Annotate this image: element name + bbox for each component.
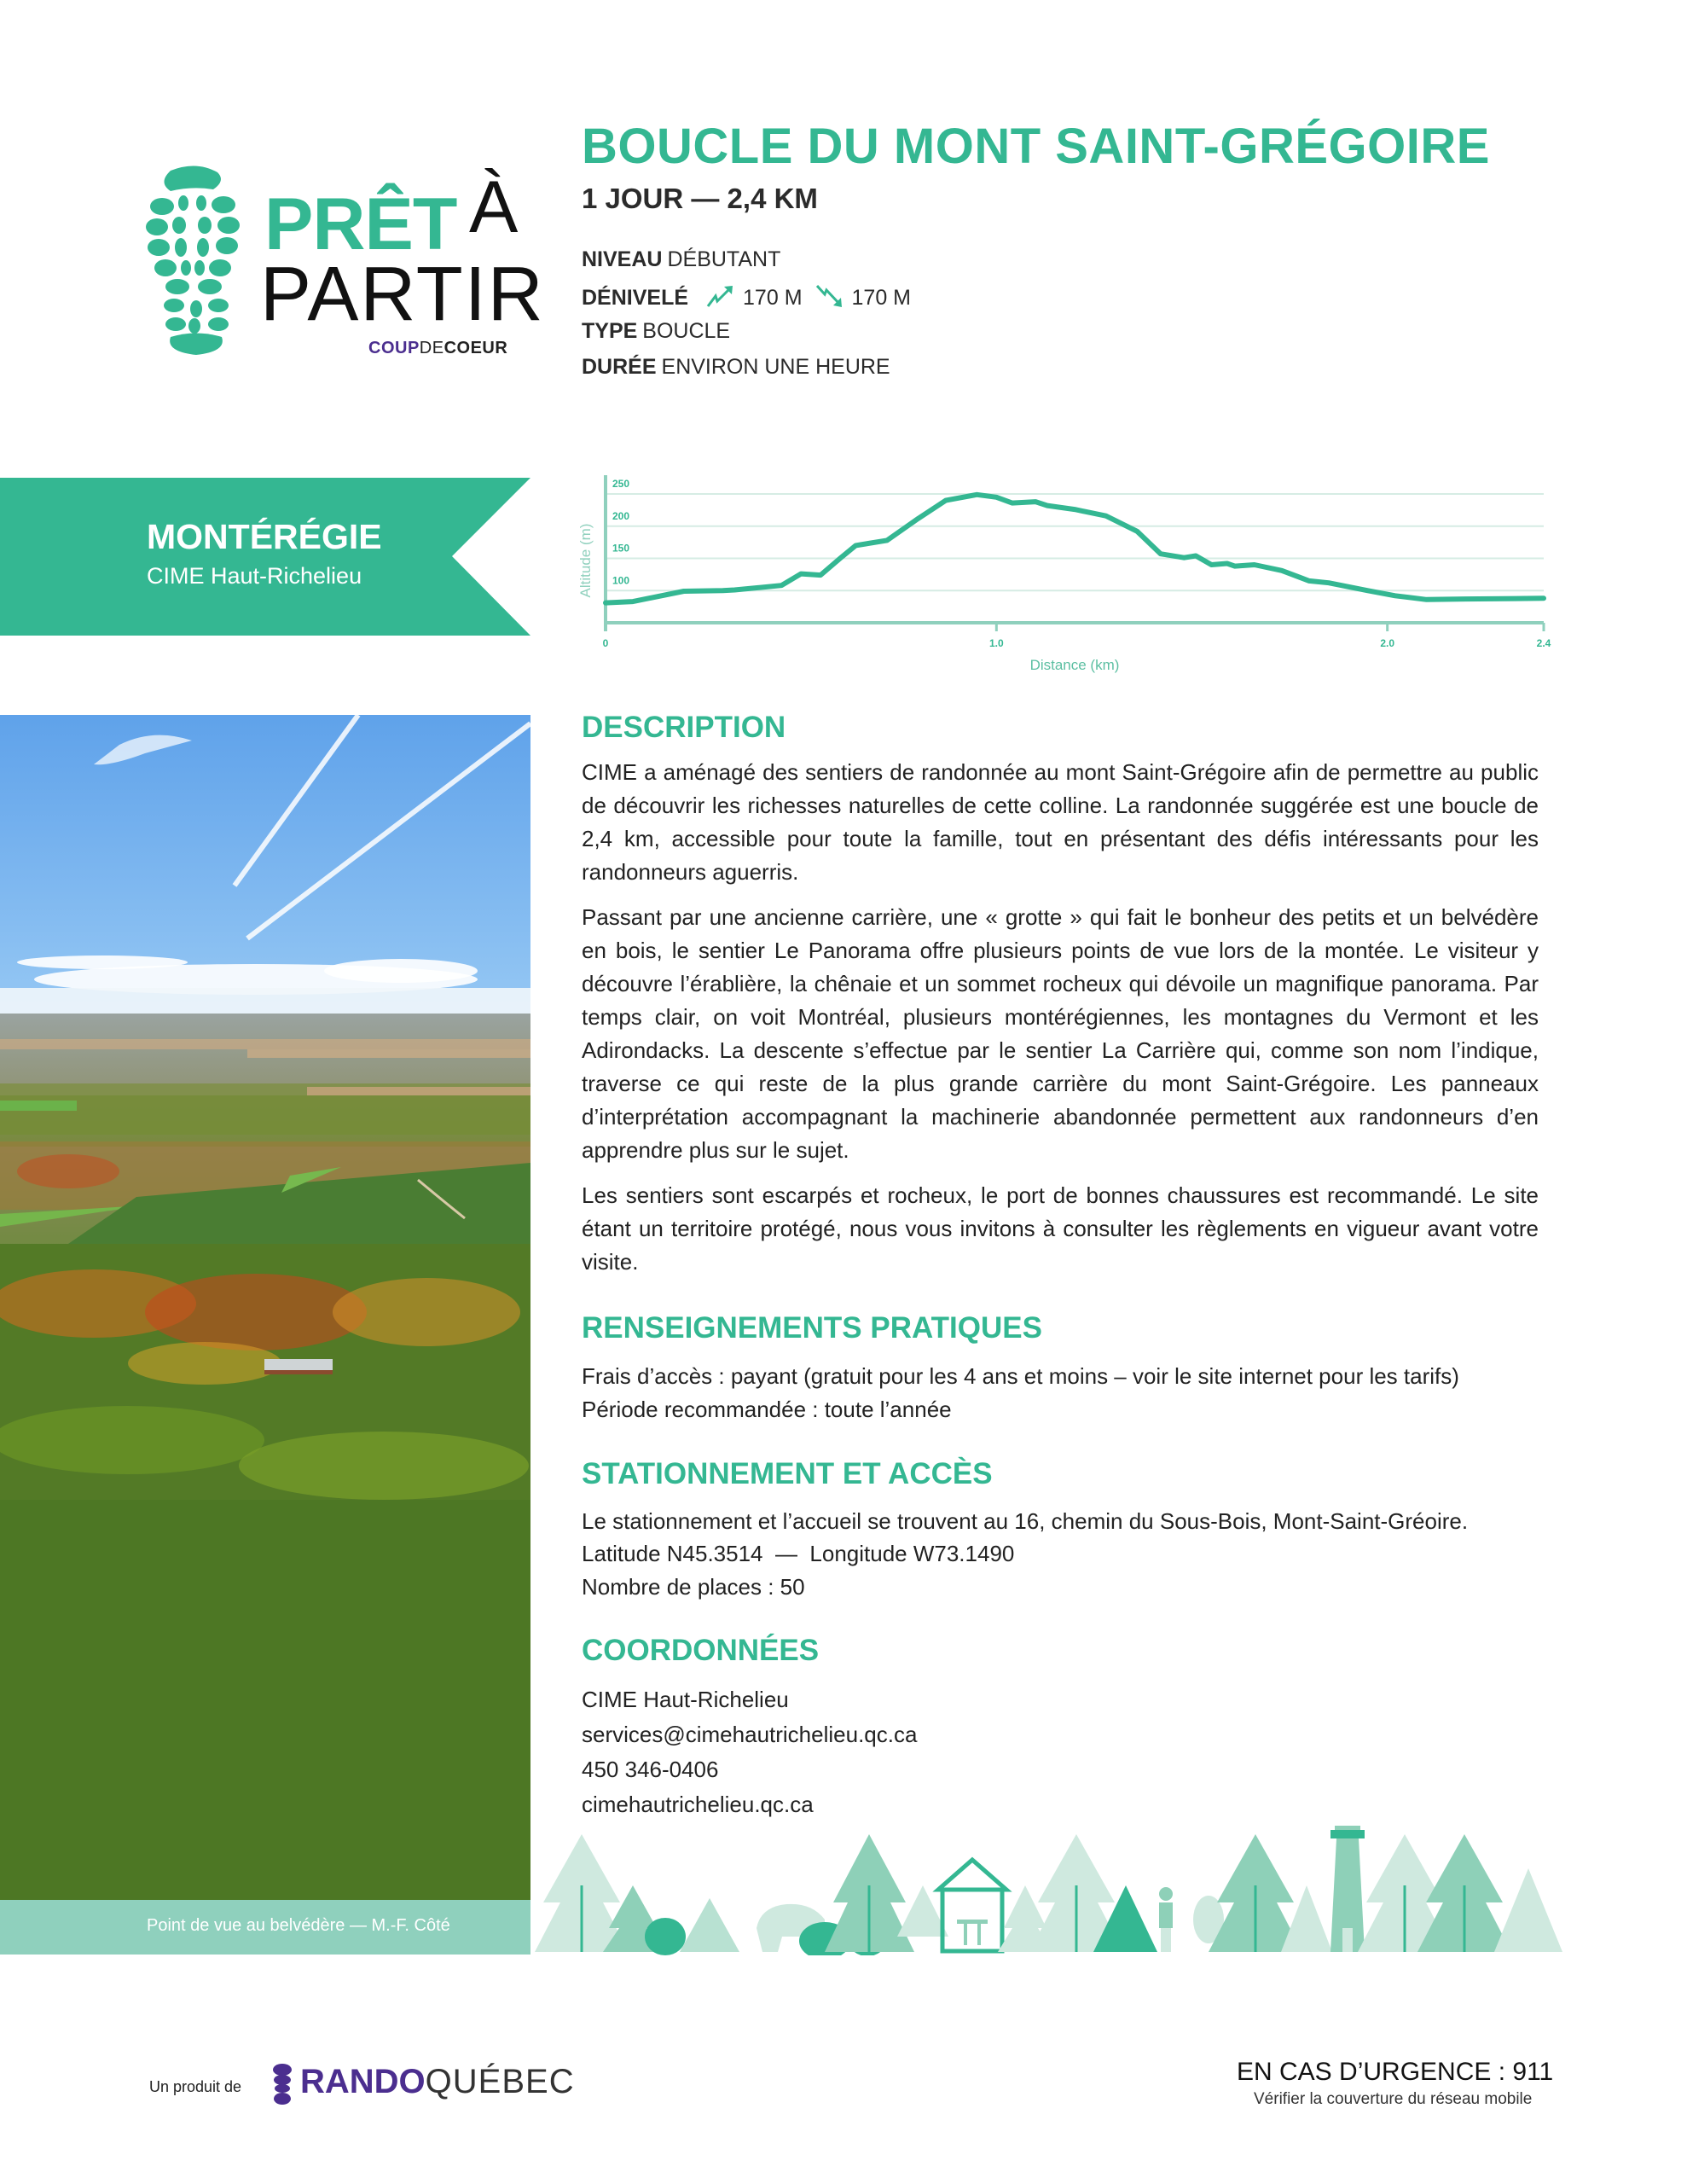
boot-print-icon [145,162,256,358]
logo-word-partir: PARTIR [260,252,545,337]
description-paragraph-1: CIME a aménagé des sentiers de randonnée au mont Saint-Grégoire afin de permettre au public de découvrir les richesses naturelles de cette colline. La randonnée suggérée est une boucle de 2,4 km, accessible pour toute la famille, tout en présentant des défis intéressants pour les randonneurs aguerris. [582,759,1539,885]
description-paragraph-3: Les sentiers sont escarpés et rocheux, le port de bonnes chaussures est recommandé. Le site étant un territoire protégé, nous vous invitons à consulter les règlements en vigueur avant votre visite. [582,1182,1539,1275]
lighthouse-icon [1330,1826,1365,1952]
emergency-number: EN CAS D’URGENCE : 911 [1237,2058,1554,2086]
spec-denivele [582,283,911,315]
trail-title: BOUCLE DU MONT SAINT-GRÉGOIRE [582,119,1490,174]
spec-label: DURÉE [582,355,657,379]
logo-tag-coup: COUP [368,339,420,357]
produit-label: Un produit de [149,2078,242,2095]
trail-subtitle: 1 JOUR — 2,4 KM [582,183,818,214]
x-tick-label: 2.4 [1536,637,1551,649]
x-tick-labels [603,623,1551,649]
brand-rando: RANDO [300,2063,426,2100]
y-tick-label: 150 [612,542,630,555]
spec-duree [582,355,890,380]
y-axis-label: Altitude (m) [577,523,594,598]
spec-value-up: 170 M [743,286,803,311]
spec-value: ENVIRON UNE HEURE [661,355,890,379]
tree-icon [1417,1834,1511,1952]
region-name: MONTÉRÉGIE [147,517,382,556]
spec-value: DÉBUTANT [667,247,781,271]
rando-quebec-boot-icon [271,2063,293,2106]
contact-phone[interactable]: 450 346-0406 [582,1757,719,1782]
renseignements-heading: RENSEIGNEMENTS PRATIQUES [582,1311,1042,1345]
region-organization: CIME Haut-Richelieu [147,563,362,589]
x-tick-label: 2.0 [1380,637,1395,649]
elevation-up-icon [705,283,736,315]
tree-icon [535,1834,629,1952]
description-paragraph-2: Passant par une ancienne carrière, une « grotte » qui fait le bonheur des petits et un belvédère en bois, le sentier Le Panorama offre plusieurs points de vue lors de la montée. Le visiteur y découvre l’érablière, la chênaie et un sommet rocheux qui dévoile un magnifique panorama. Par temps clair, on voit Montréal, plusieurs montérégiennes, les montagnes du Vermont et les Adirondacks. La descente s’effectue par le sentier La Carrière qui, comme son nom l’indique, traverse ce qui reste de la plus grande carrière du mont Saint-Grégoire. Les panneaux d’interprétation accompagnant la machinerie abandonnée permettent aux randonneurs d’en apprendre plus sur le sujet. [582,904,1539,1163]
coordonnees-heading: COORDONNÉES [582,1634,820,1667]
photo-caption: Point de vue au belvédère — M.-F. Côté [147,1916,450,1935]
hiker-icon [1159,1887,1173,1952]
logo-tag-coeur: COEUR [443,339,508,357]
contact-website-link[interactable]: cimehautrichelieu.qc.ca [582,1792,814,1817]
y-tick-label: 200 [612,509,630,522]
stationnement-places: Nombre de places : 50 [582,1574,805,1600]
forest-illustration [530,1826,1571,1955]
renseignement-periode: Période recommandée : toute l’année [582,1397,952,1422]
y-tick-label: 100 [612,574,630,587]
stationnement-adresse: Le stationnement et l’accueil se trouvent au 16, chemin du Sous-Bois, Mont-Saint-Gréoire. [582,1508,1469,1534]
tree-icon [1494,1868,1562,1952]
chart-axes [606,475,1544,631]
rando-quebec-logo [300,2065,575,2099]
spec-value-down: 170 M [851,286,911,311]
contact-email-link[interactable]: services@cimehautrichelieu.qc.ca [582,1722,918,1747]
spec-niveau [582,247,780,272]
contact-organization: CIME Haut-Richelieu [582,1687,789,1712]
logo-word-pret: PRÊT [264,183,457,265]
elevation-profile-chart [571,465,1561,687]
viewpoint-photo [0,715,530,1901]
x-tick-label: 1.0 [988,637,1004,649]
logo-tag-de: DE [419,339,444,357]
renseignement-frais: Frais d’accès : payant (gratuit pour les 4 ans et moins – voir le site internet pour les tarifs) [582,1363,1459,1389]
tent-icon [645,1898,739,1955]
spec-value: BOUCLE [642,319,731,343]
description-heading: DESCRIPTION [582,711,786,744]
brand-quebec: QUÉBEC [425,2063,575,2100]
spec-type [582,319,730,344]
picnic-shelter-icon [938,1860,1006,1951]
x-axis-label: Distance (km) [1029,657,1120,673]
pret-a-partir-logo [145,162,545,358]
elevation-down-icon [815,283,845,315]
spec-label: DÉNIVELÉ [582,286,689,311]
altitude-line [606,495,1544,603]
y-tick-label: 250 [612,478,630,490]
spec-label: NIVEAU [582,247,663,271]
spec-label: TYPE [582,319,638,343]
emergency-note: Vérifier la couverture du réseau mobile [1254,2090,1533,2108]
stationnement-heading: STATIONNEMENT ET ACCÈS [582,1457,993,1490]
logo-word-a: À [469,166,519,248]
stationnement-coordonnees-gps: Latitude N45.3514 — Longitude W73.1490 [582,1541,1015,1566]
logo-tagline [368,340,507,357]
x-tick-label: 0 [602,637,609,649]
